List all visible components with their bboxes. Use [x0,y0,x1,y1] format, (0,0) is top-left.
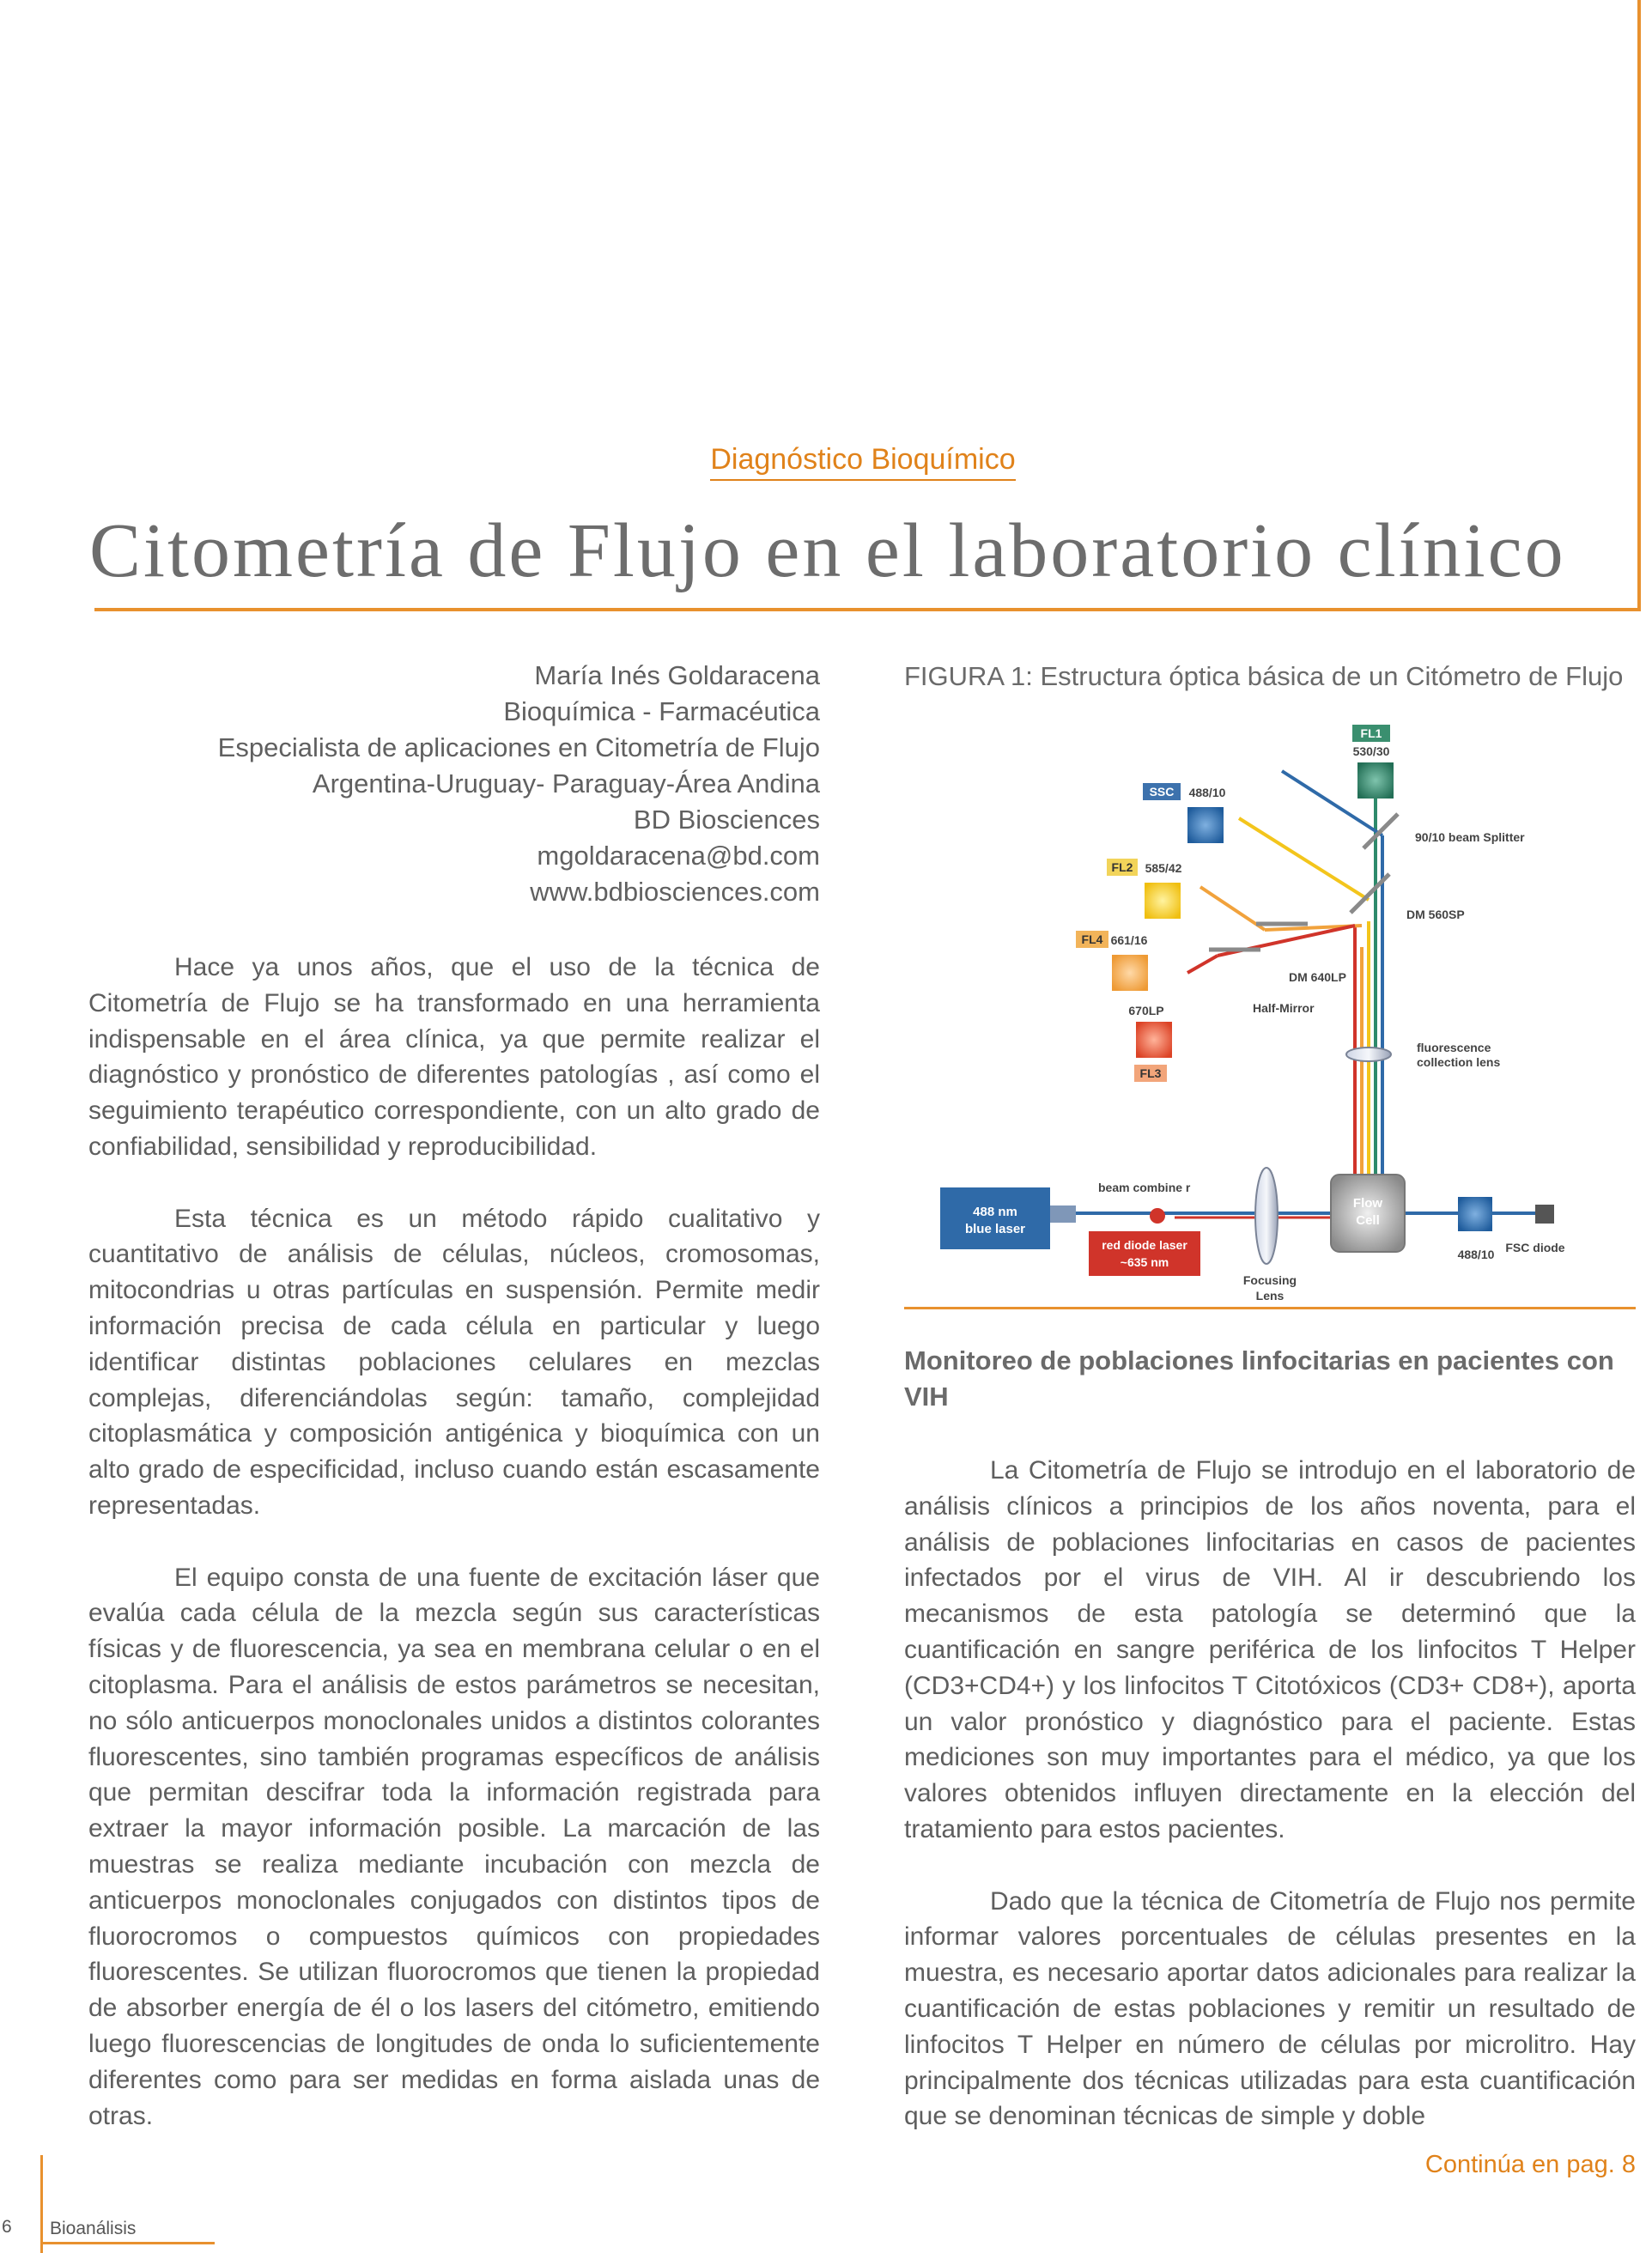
author-region: Argentina-Uruguay- Paraguay-Área Andina [312,768,820,799]
paragraph: Esta técnica es un método rápido cualitativo y cuantitativo de análisis de células, núcleos, cromosomas, mitocondrias u otras partículas en suspensión. Permite medir información precisa de cada célula en particular y luego identificar distintas poblaciones celulares en mezclas complejas, diferenciándolas según: tamaño, complejidad citoplasmática y composición antigénica y bioquímica con un alto grado de especificidad, incluso cuando están escasamente representadas. [88,1204,820,1520]
fl1-filter-label: 530/30 [1352,744,1390,758]
section-subheading: Monitoreo de poblaciones linfocitarias en pacientes con VIH [904,1345,1614,1412]
fl1-detector-icon [1357,762,1394,799]
fsc-detector-icon [1458,1197,1492,1231]
author-name: María Inés Goldaracena [534,660,820,690]
collection-lens-label-2: collection lens [1417,1055,1501,1069]
fl4-filter-label: 661/16 [1110,933,1148,947]
paragraph: La Citometría de Flujo se introdujo en el laboratorio de análisis clínicos a principios de los años noventa, para el análisis de poblaciones linfocitarias en casos de pacientes infectados por el virus de VIH. Al ir descubriendo los mecanismos de esta patología se determinó que la cuantificación en sangre periférica de los linfocitos T Helper (CD3+CD4+) y los linfocitos T Citotóxicos (CD3+ CD8+), aporta un valor pronóstico y diagnóstico para el paciente. Estas mediciones son muy importantes para el médico, ya que los valores obtenidos influyen directamente en la elección del tratamiento para estos pacientes. [904,1456,1636,1843]
fl2-label: FL2 [1111,860,1133,874]
blue-laser-aperture [1050,1205,1076,1223]
right-column [904,1453,1636,2171]
paragraph: Hace ya unos años, que el uso de la técnica de Citometría de Flujo se ha transformado en una herramienta indispensable en el área clínica, ya que permite realizar el diagnóstico y pronóstico de diferentes patologías , así como el seguimiento terapéutico correspondiente, con un alto grado de confiabilidad, sensibilidad y reproducibilidad. [88,953,820,1161]
footer-rule-horizontal [40,2242,215,2244]
fl1-label: FL1 [1360,726,1382,740]
fl3-detector-icon [1136,1022,1172,1058]
continued-link[interactable]: Continúa en pag. 8 [1424,2151,1636,2178]
author-role: Especialista de aplicaciones en Citometría de Flujo [217,732,820,762]
focusing-lens-label: Focusing [1242,1273,1297,1287]
fsc-filter-label: 488/10 [1457,1248,1495,1261]
section-label: Diagnóstico Bioquímico [0,443,1652,477]
author-company: BD Biosciences [633,805,820,835]
splitter-label: 90/10 beam Splitter [1415,830,1525,844]
fl4-path-b [1200,887,1265,930]
frame-right-rule [1637,0,1641,611]
fl2-path [1239,818,1369,900]
left-column [88,950,820,2170]
ssc-label: SSC [1149,785,1175,799]
flow-cell-label-2: Cell [1356,1213,1380,1228]
author-block [86,658,820,910]
focusing-lens-label-2: Lens [1255,1289,1285,1303]
article-title: Citometría de Flujo en el laboratorio clínico [89,508,1566,593]
fl4-label: FL4 [1081,932,1103,946]
fl4-detector-icon [1112,955,1148,991]
blue-laser-label: 488 nm [973,1205,1017,1219]
fsc-diode-icon [1535,1205,1554,1224]
fl2-detector-icon [1145,883,1181,919]
author-degree: Bioquímica - Farmacéutica [503,696,820,726]
fl3-path-b [1187,956,1218,973]
fl3-label: FL3 [1139,1066,1162,1080]
red-laser-label-2: ~635 nm [1120,1255,1169,1269]
figure-caption: FIGURA 1: Estructura óptica básica de un Citómetro de Flujo [904,661,1624,691]
half-mirror-label: Half-Mirror [1253,1001,1315,1015]
author-email[interactable]: mgoldaracena@bd.com [537,841,820,871]
focusing-lens-icon [1255,1168,1278,1264]
paragraph: Dado que la técnica de Citometría de Flujo nos permite informar valores porcentuales de células presentes en la muestra, es necesario aportar datos adicionales para realizar la cuantificación de estas poblaciones y remitir un resultado de linfocitos T Helper en número de células por microlitro. Hay principalmente dos técnicas utilizadas para esta cuantificación que se denominan técnicas de simple y doble [904,1886,1636,2131]
beam-combiner-icon [1150,1208,1165,1224]
flow-cell-label: Flow [1352,1196,1383,1211]
ssc-detector-icon [1187,807,1224,843]
author-website[interactable]: www.bdbiosciences.com [530,877,820,907]
figure-bottom-rule [904,1307,1636,1309]
fl3-filter-label: 670LP [1128,1004,1164,1017]
ssc-filter-label: 488/10 [1188,786,1226,799]
collection-lens-icon [1346,1048,1391,1061]
footer-rule-vertical [40,2155,43,2253]
fsc-diode-label: FSC diode [1505,1241,1565,1254]
paragraph: El equipo consta de una fuente de excitación láser que evalúa cada célula de la mezcla según sus características físicas y de fluorescencia, ya sea en membrana celular o en el citoplasma. Para el análisis de estos parámetros se necesitan, no sólo anticuerpos monoclonales unidos a distintos colorantes fluorescentes, sino también programas específicos de análisis que permitan descifrar toda la información registrada para extraer la mayor información posible. La marcación de las muestras se realiza mediante incubación con mezcla de anticuerpos monoclonales conjugados con distintos tipos de fluorocromos o compuestos químicos con propiedades fluorescentes. Se utilizan fluorocromos que tienen la propiedad de absorber energía de él o los lasers del citómetro, emitiendo luego fluorescencias de longitudes de onda lo suficientemente diferentes como para ser medidas en forma aislada unas de otras. [88,1563,820,2130]
beam-combiner-label: beam combine r [1098,1181,1191,1194]
flow-cytometer-diagram [930,720,1574,1312]
collection-lens-label: fluorescence [1417,1041,1491,1054]
red-laser-label: red diode laser [1102,1238,1187,1252]
blue-laser-label-2: blue laser [964,1222,1026,1236]
fl2-filter-label: 585/42 [1145,861,1182,875]
journal-name: Bioanálisis [50,2219,137,2238]
title-underline-rule [94,608,1641,611]
page-number: 6 [2,2217,12,2237]
dm560-label: DM 560SP [1406,908,1465,921]
dm640-label: DM 640LP [1289,970,1346,984]
